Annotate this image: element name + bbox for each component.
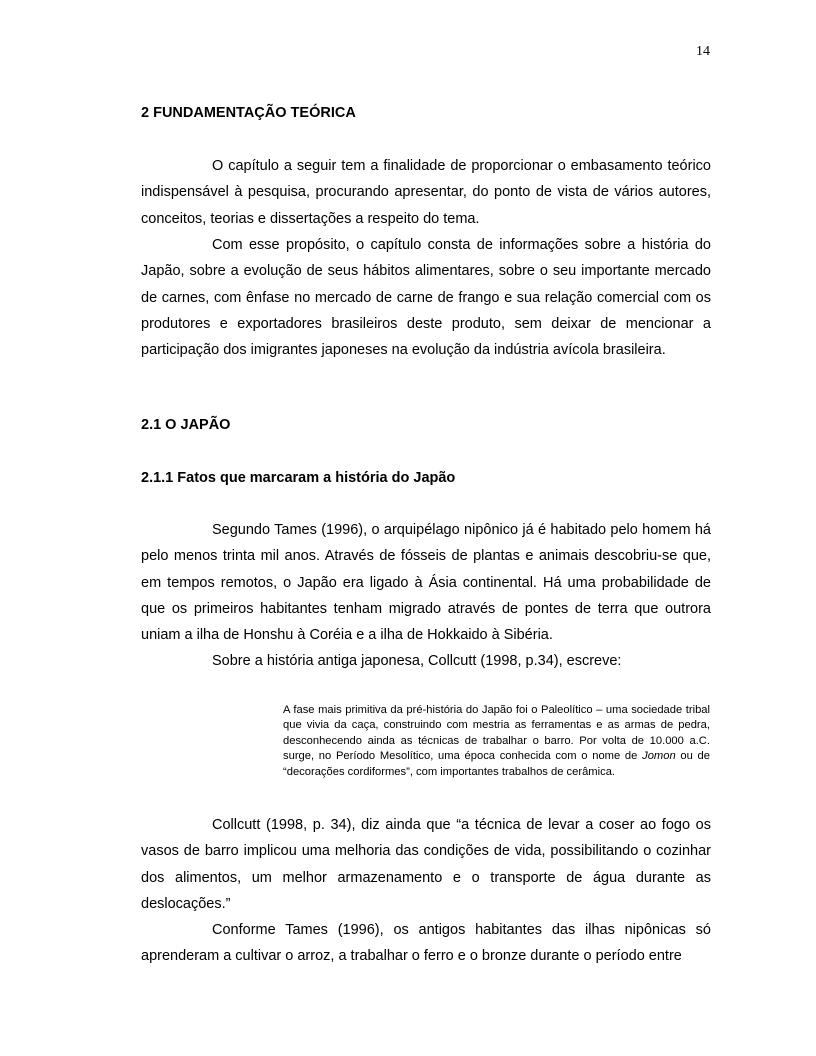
paragraph-text: Sobre a história antiga japonesa, Collcutt (1998, p.34), escreve:: [212, 653, 622, 669]
section-heading: 2 FUNDAMENTAÇÃO TEÓRICA: [141, 105, 356, 121]
paragraph-text: Collcutt (1998, p. 34), diz ainda que “a técnica de levar a coser ao fogo os vasos de barro implicou uma melhoria das condições de vida, possibilitando o cozinhar dos alimentos, um melhor armazenamento e o transporte de água durante as deslocações.”: [141, 817, 711, 912]
paragraph-collcutt-2: [141, 812, 711, 917]
paragraph-collcutt-intro: [141, 648, 711, 674]
paragraph-text: Segundo Tames (1996), o arquipélago nipônico já é habitado pelo homem há pelo menos trinta mil anos. Através de fósseis de plantas e animais descobriu-se que, em tempos remotos, o Japão era ligado à Ásia continental. Há uma probabilidade de que os primeiros habitantes tenham migrado através de pontes de terra que outrora uniam a ilha de Honshu à Coréia e a ilha de Hokkaido à Sibéria.: [141, 522, 711, 644]
subsection-heading: 2.1 O JAPÃO: [141, 417, 231, 433]
paragraph-text: Com esse propósito, o capítulo consta de informações sobre a história do Japão, sobre a evolução de seus hábitos alimentares, sobre o seu importante mercado de carnes, com ênfase no mercado de carne de frango e sua relação comercial com os produtores e exportadores brasileiros deste produto, sem deixar de mencionar a participação dos imigrantes japoneses na evolução da indústria avícola brasileira.: [141, 237, 711, 359]
quote-text-end: ou de “decorações cordiformes”, com importantes trabalhos de cerâmica.: [283, 750, 711, 778]
quote-emphasis: Jomon: [642, 750, 676, 763]
paragraph-text: Conforme Tames (1996), os antigos habitantes das ilhas nipônicas só aprenderam a cultivar o arroz, a trabalhar o ferro e o bronze durante o período entre: [141, 922, 711, 965]
block-quote: [283, 703, 710, 780]
page-number: 14: [696, 44, 710, 59]
paragraph-intro-1: [141, 153, 711, 232]
quote-text: A fase mais primitiva da pré-história do Japão foi o Paleolítico – uma sociedade tribal que vivia da caça, construindo com mestria as ferramentas e as armas de pedra, desconhecendo ainda as técnicas de trabalhar o barro. Por volta de 10.000 a.C. surge, no Período Mesolítico, uma época conhecida com o nome de: [283, 704, 710, 763]
paragraph-intro-2: [141, 232, 711, 363]
paragraph-tames: [141, 517, 711, 648]
paragraph-text: O capítulo a seguir tem a finalidade de proporcionar o embasamento teórico indispensável à pesquisa, procurando apresentar, do ponto de vista de vários autores, conceitos, teorias e dissertações a respeito do tema.: [141, 158, 711, 227]
paragraph-tames-2: [141, 917, 711, 970]
subsubsection-heading: 2.1.1 Fatos que marcaram a história do Japão: [141, 470, 456, 486]
